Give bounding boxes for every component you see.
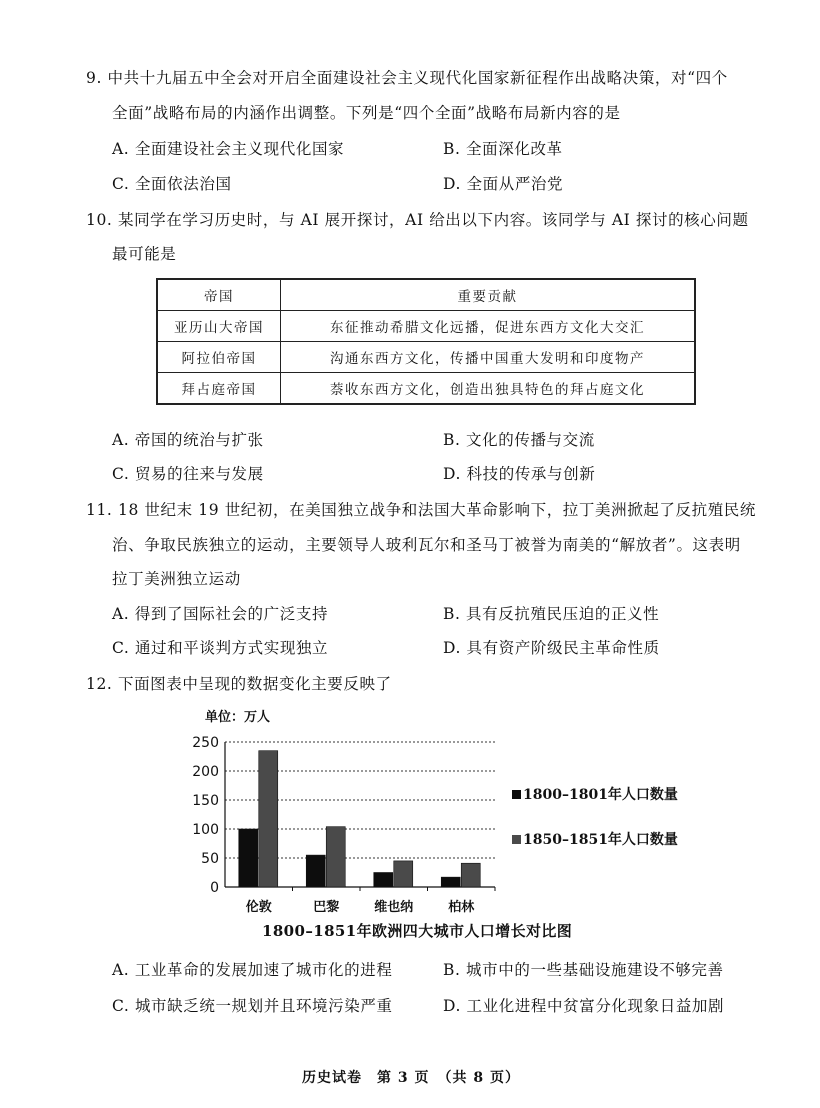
q9-stem-line1: 9. 中共十九届五中全会对开启全面建设社会主义现代化国家新征程作出战略决策，对“四个	[86, 69, 728, 87]
y-tick-label: 0	[210, 880, 219, 896]
x-tick-label: 巴黎	[313, 900, 340, 915]
table-header-empire: 帝国	[157, 279, 281, 311]
q10-option-a: A. 帝国的统治与扩张	[112, 431, 264, 449]
q9-option-c: C. 全面依法治国	[112, 175, 232, 193]
bar-1850	[394, 861, 413, 887]
q10-option-b: B. 文化的传播与交流	[443, 431, 595, 449]
y-tick-label: 200	[192, 764, 219, 780]
page-footer: 历史试卷 第 3 页 （共 8 页）	[302, 1070, 520, 1086]
x-tick-label: 柏林	[448, 900, 475, 915]
y-tick-label: 150	[192, 793, 219, 809]
y-tick-label: 50	[201, 851, 219, 867]
legend-label-1800: 1800–1801年人口数量	[523, 787, 678, 803]
legend-swatch-1850	[512, 835, 521, 844]
table-cell-empire: 阿拉伯帝国	[157, 342, 281, 373]
empire-contribution-table	[156, 278, 696, 405]
table-cell-empire: 亚历山大帝国	[157, 311, 281, 342]
q11-stem-line3: 拉丁美洲独立运动	[112, 570, 241, 588]
q9-option-d: D. 全面从严治党	[443, 175, 564, 193]
x-tick-label: 维也纳	[374, 900, 414, 915]
q12-option-c: C. 城市缺乏统一规划并且环境污染严重	[112, 997, 393, 1015]
table-cell-contribution: 萘收东西方文化，创造出独具特色的拜占庭文化	[281, 373, 696, 405]
q11-option-c: C. 通过和平谈判方式实现独立	[112, 639, 329, 657]
table-row	[157, 342, 695, 373]
q9-option-a: A. 全面建设社会主义现代化国家	[112, 140, 345, 158]
y-tick-label: 250	[192, 735, 219, 751]
bar-1800	[239, 829, 258, 887]
table-cell-contribution: 东征推动希腊文化远播，促进东西方文化大交汇	[281, 311, 696, 342]
bar-1800	[306, 855, 325, 887]
bar-1850	[259, 751, 278, 887]
bar-1850	[326, 827, 345, 887]
q10-option-c: C. 贸易的往来与发展	[112, 465, 264, 483]
table-header-contribution: 重要贡献	[281, 279, 696, 311]
bar-1800	[441, 877, 460, 887]
legend-item-1800	[512, 784, 678, 804]
q12-option-d: D. 工业化进程中贫富分化现象日益加剧	[443, 997, 725, 1015]
q10-stem-line1: 10. 某同学在学习历史时，与 AI 展开探讨，AI 给出以下内容。该同学与 AI 探讨的核心问题	[86, 211, 749, 229]
legend-label-1850: 1850–1851年人口数量	[523, 832, 678, 848]
q12-option-a: A. 工业革命的发展加速了城市化的进程	[112, 961, 393, 979]
q9-stem-line2: 全面”战略布局的内涵作出调整。下列是“四个全面”战略布局新内容的是	[112, 104, 621, 122]
chart-unit-label: 单位：万人	[205, 710, 271, 725]
chart-title: 1800–1851年欧洲四大城市人口增长对比图	[262, 922, 573, 940]
q11-stem-line2: 治、争取民族独立的运动，主要领导人玻利瓦尔和圣马丁被誉为南美的“解放者”。这表明	[112, 536, 741, 554]
population-bar-chart	[190, 730, 510, 920]
legend-item-1850	[512, 829, 678, 849]
q9-option-b: B. 全面深化改革	[443, 140, 563, 158]
table-header-row	[157, 279, 695, 311]
bar-1850	[461, 863, 480, 887]
q11-stem-line1: 11. 18 世纪末 19 世纪初，在美国独立战争和法国大革命影响下，拉丁美洲掀起了反抗殖民统	[86, 501, 757, 519]
x-tick-label: 伦敦	[245, 900, 272, 915]
table-cell-empire: 拜占庭帝国	[157, 373, 281, 405]
q11-option-a: A. 得到了国际社会的广泛支持	[112, 605, 329, 623]
table-cell-contribution: 沟通东西方文化，传播中国重大发明和印度物产	[281, 342, 696, 373]
table-row	[157, 373, 695, 405]
q10-stem-line2: 最可能是	[112, 245, 177, 263]
q11-option-d: D. 具有资产阶级民主革命性质	[443, 639, 660, 657]
q10-option-d: D. 科技的传承与创新	[443, 465, 596, 483]
legend-swatch-1800	[512, 790, 521, 799]
q12-stem-line1: 12. 下面图表中呈现的数据变化主要反映了	[86, 675, 392, 693]
q11-option-b: B. 具有反抗殖民压迫的正义性	[443, 605, 660, 623]
y-tick-label: 100	[192, 822, 219, 838]
table-row	[157, 311, 695, 342]
bar-1800	[374, 873, 393, 888]
q12-option-b: B. 城市中的一些基础设施建设不够完善	[443, 961, 724, 979]
